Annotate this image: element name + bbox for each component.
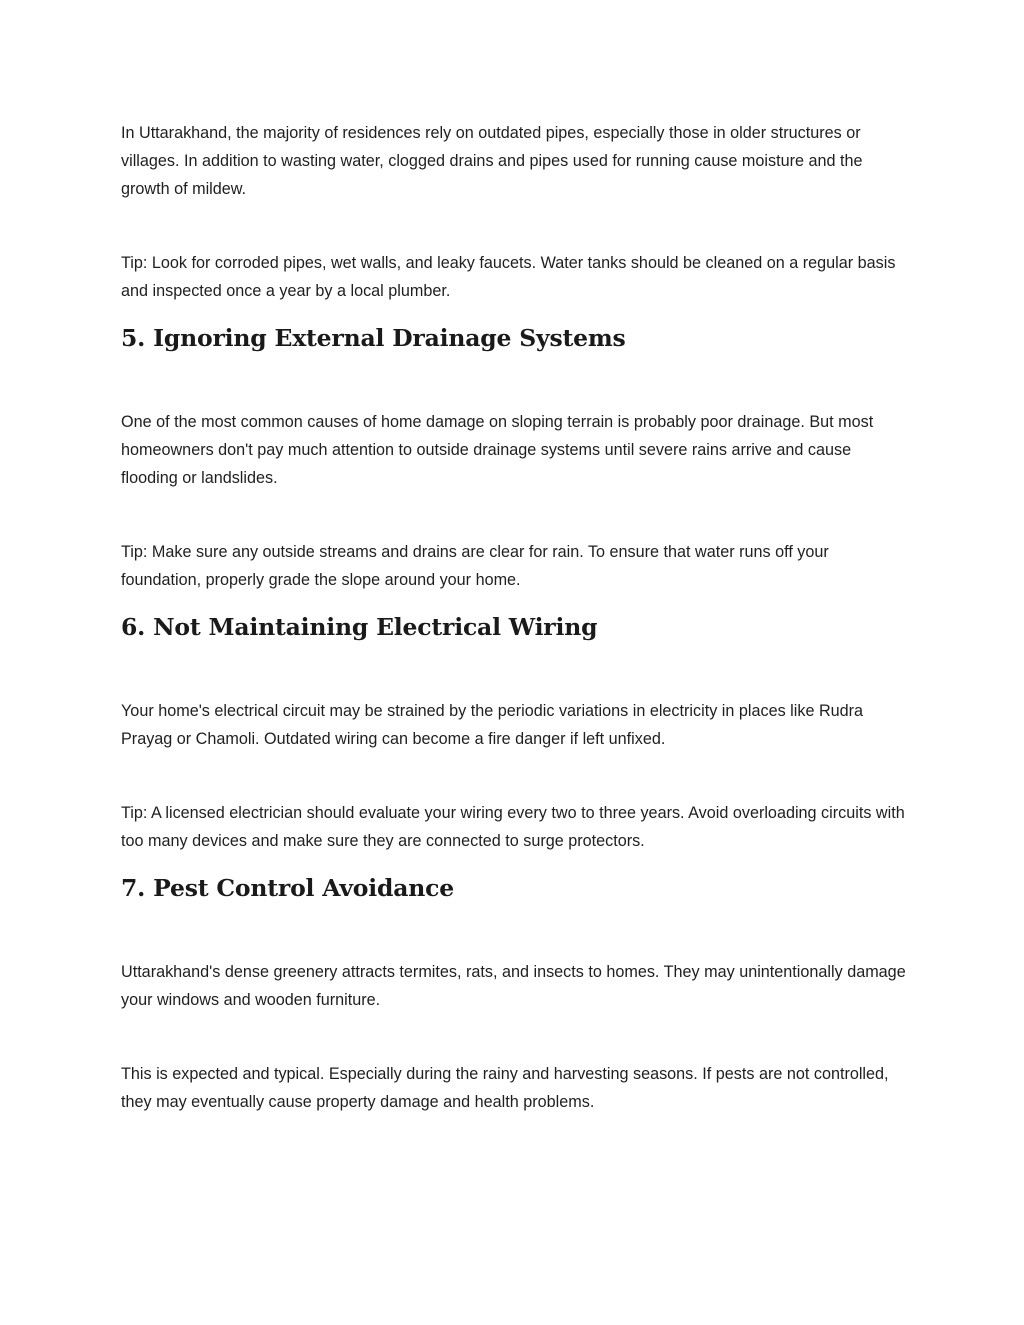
section-5-paragraph: One of the most common causes of home damage on sloping terrain is probably poor drainage. But most homeowners don't pay much attention to outside drainage systems until severe rains arrive and cause flooding or landslides.	[121, 413, 874, 487]
section-7-heading: 7. Pest Control Avoidance	[121, 874, 454, 902]
intro-paragraph: In Uttarakhand, the majority of residences rely on outdated pipes, especially those in older structures or villages. In addition to wasting water, clogged drains and pipes used for running cause moisture and the growth of mildew.	[121, 124, 863, 198]
section-7-paragraph: Uttarakhand's dense greenery attracts termites, rats, and insects to homes. They may unintentionally damage your windows and wooden furniture.	[121, 963, 906, 1009]
section-6-tip: Tip: A licensed electrician should evaluate your wiring every two to three years. Avoid overloading circuits with too many devices and make sure they are connected to surge protectors.	[121, 804, 905, 850]
document-page	[121, 119, 911, 1116]
section-5-tip: Tip: Make sure any outside streams and drains are clear for rain. To ensure that water runs off your foundation, properly grade the slope around your home.	[121, 543, 829, 589]
section-5-heading: 5. Ignoring External Drainage Systems	[121, 324, 626, 352]
section-7-tip: This is expected and typical. Especially during the rainy and harvesting seasons. If pests are not controlled, they may eventually cause property damage and health problems.	[121, 1065, 889, 1111]
section-6-paragraph: Your home's electrical circuit may be strained by the periodic variations in electricity in places like Rudra Prayag or Chamoli. Outdated wiring can become a fire danger if left unfixed.	[121, 702, 864, 748]
intro-tip: Tip: Look for corroded pipes, wet walls, and leaky faucets. Water tanks should be cleaned on a regular basis and inspected once a year by a local plumber.	[121, 254, 896, 300]
section-6-heading: 6. Not Maintaining Electrical Wiring	[121, 613, 598, 641]
